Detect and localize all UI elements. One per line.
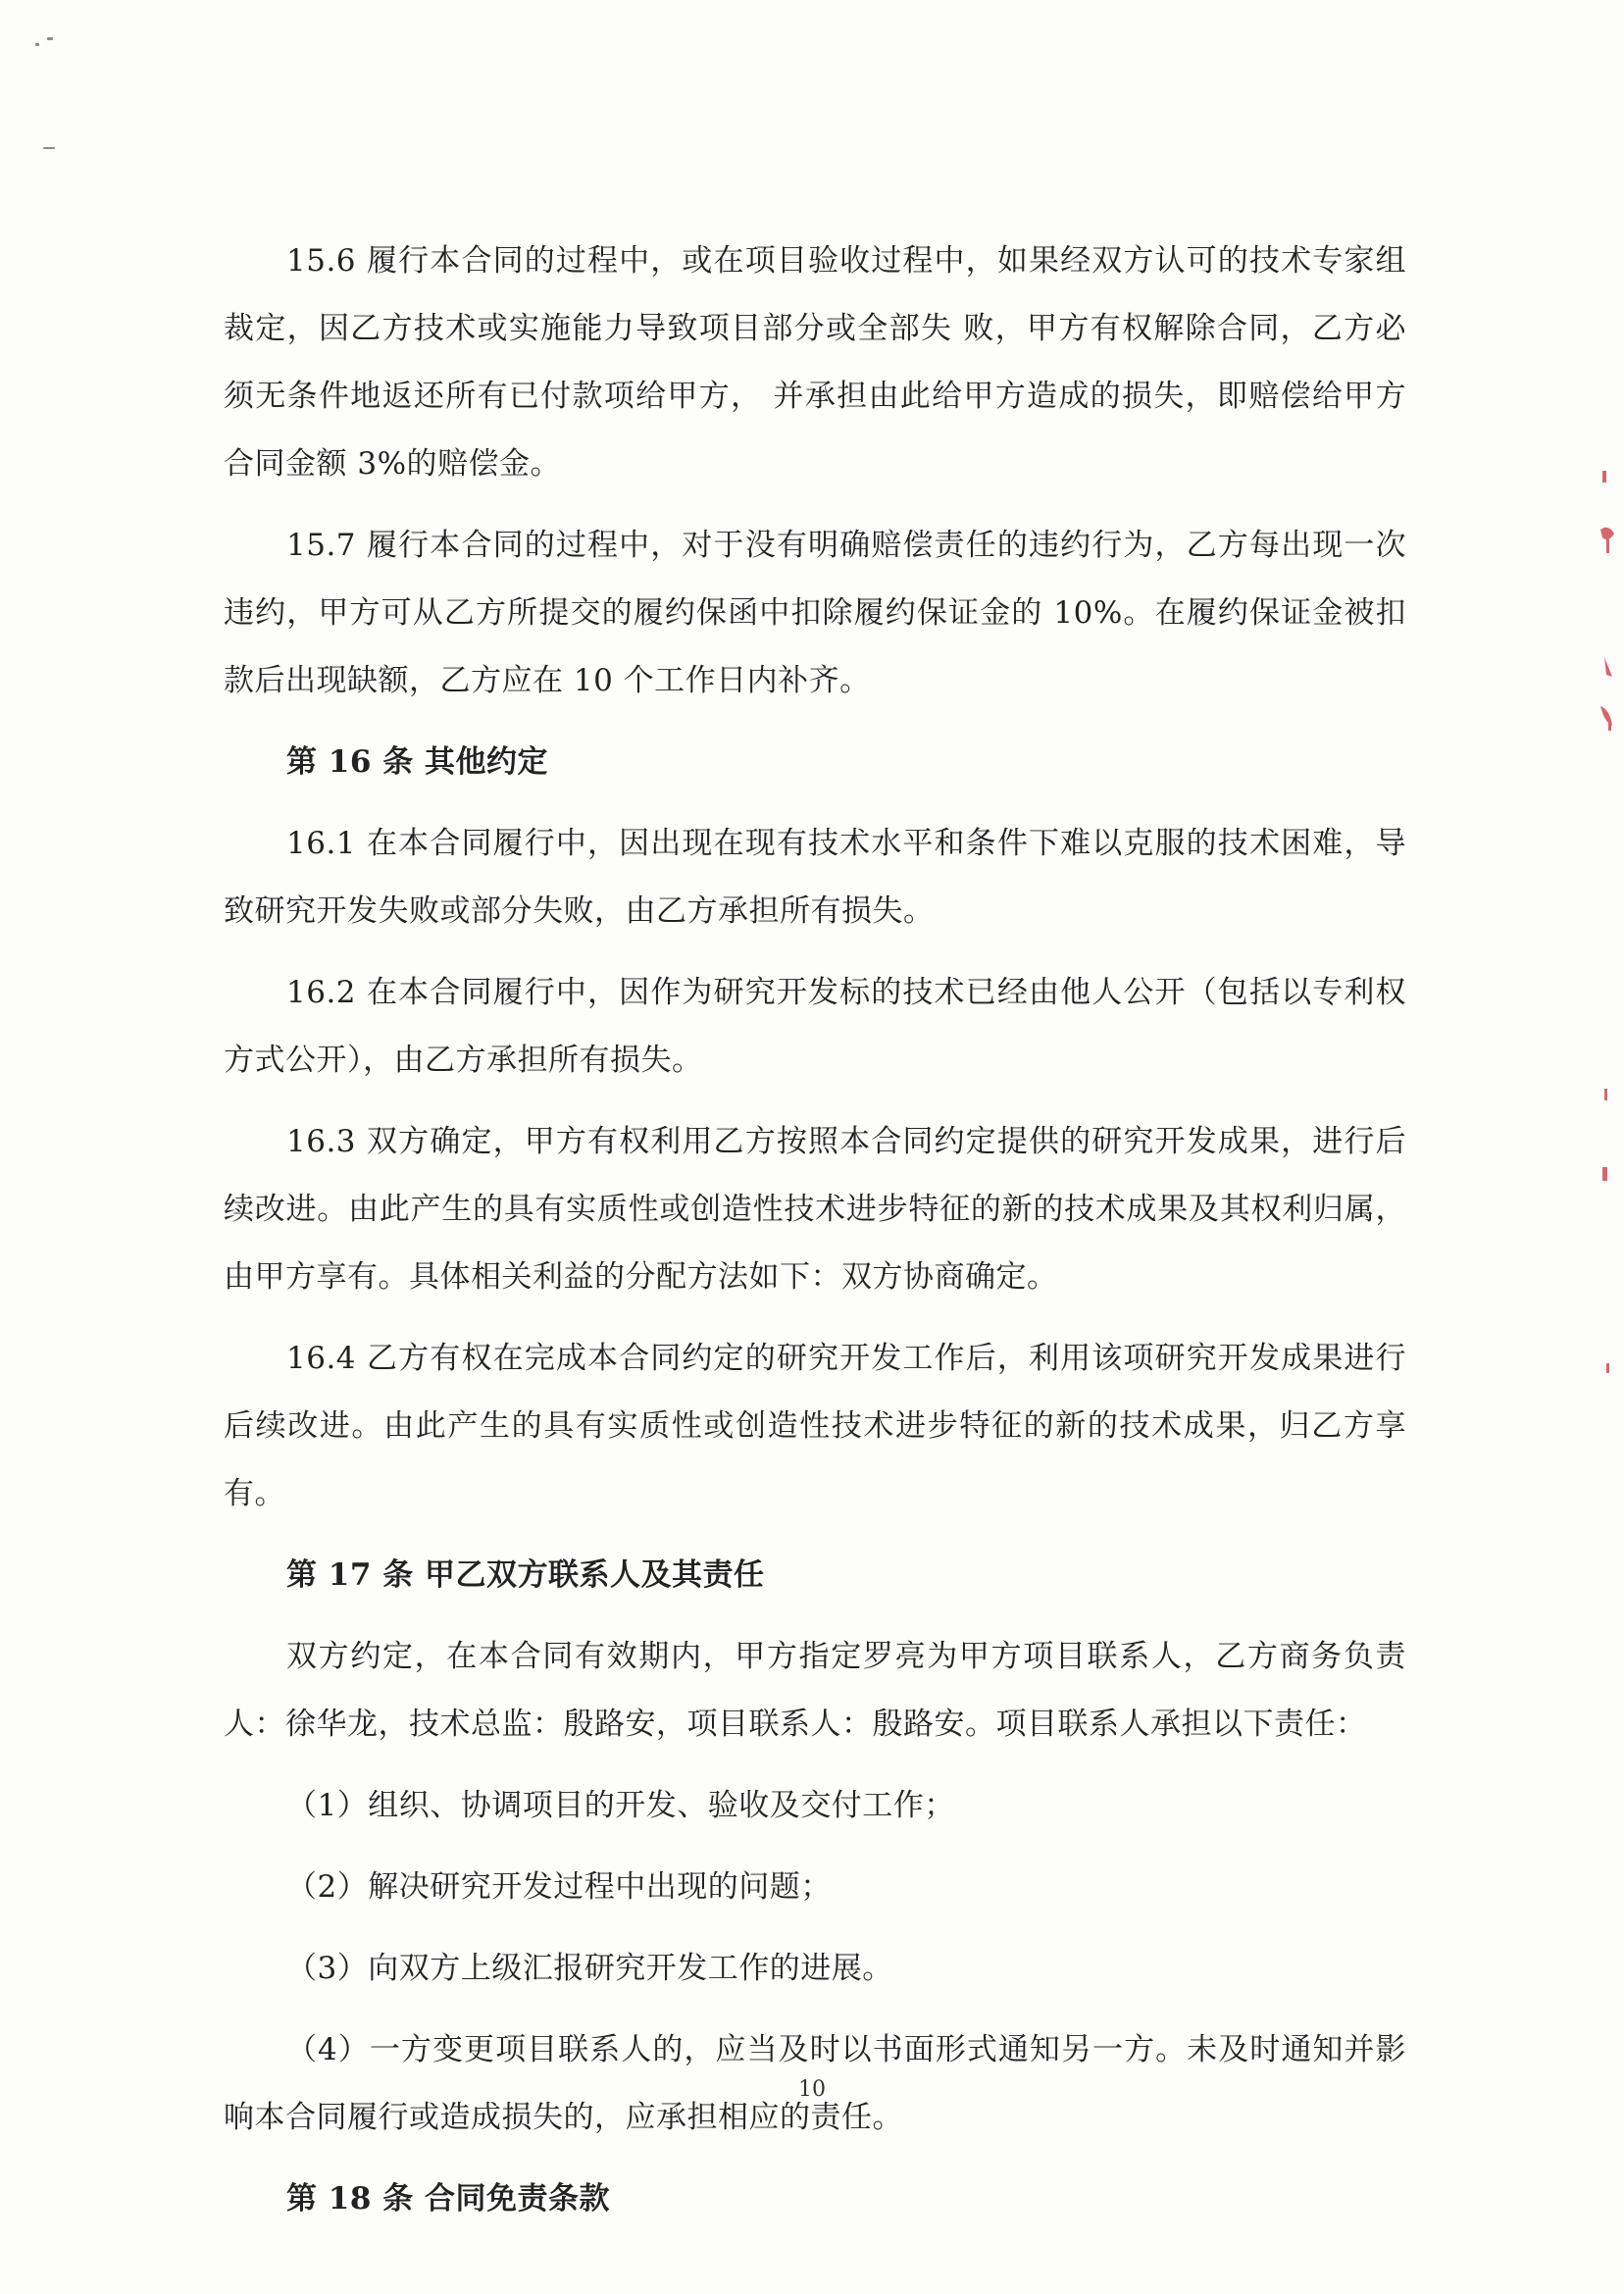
responsibility-item-2: （2）解决研究开发过程中出现的问题； [286,1869,832,1905]
article-17-intro: 双方约定，在本合同有效期内，甲方指定罗亮为甲方项目联系人，乙方商务负责人：徐华龙，技术总监：殷路安，项目联系人：殷路安。项目联系人承担以下责任： [224,1639,1406,1742]
article-16-heading: 第 16 条 其他约定 [286,744,549,780]
responsibility-item-3: （3）向双方上级汇报研究开发工作的进展。 [286,1951,893,1986]
clause-16-2: 16.2 在本合同履行中，因作为研究开发标的技术已经由他人公开（包括以专利权方式公开），由乙方承担所有损失。 [224,975,1406,1078]
article-18-heading: 第 18 条 合同免责条款 [286,2181,611,2217]
clause-16-4: 16.4 乙方有权在完成本合同约定的研究开发工作后，利用该项研究开发成果进行后续改进。由此产生的具有实质性或创造性技术进步特征的新的技术成果，归乙方享有。 [224,1341,1406,1511]
article-17-heading: 第 17 条 甲乙双方联系人及其责任 [286,1557,765,1593]
responsibility-item-1: （1）组织、协调项目的开发、验收及交付工作； [286,1788,955,1823]
scan-artifact [43,147,55,149]
clause-16-3: 16.3 双方确定，甲方有权利用乙方按照本合同约定提供的研究开发成果，进行后续改进。由此产生的具有实质性或创造性技术进步特征的新的技术成果及其权利归属，由甲方享有。具体相关利益的分配方法如下：双方协商确定。 [224,1124,1406,1295]
page-number: 10 [798,2077,826,2102]
clause-16-1: 16.1 在本合同履行中，因出现在现有技术水平和条件下难以克服的技术困难，导致研究开发失败或部分失败，由乙方承担所有损失。 [224,826,1406,929]
seal-fragment-icon [1595,461,1624,1442]
scan-artifact [47,37,53,40]
clause-15-7: 15.7 履行本合同的过程中，对于没有明确赔偿责任的违约行为，乙方每出现一次违约，甲方可从乙方所提交的履约保函中扣除履约保证金的 10%。在履约保证金被扣款后出现缺额，乙方应在 10 个工作日内补齐。 [224,528,1406,698]
responsibility-item-4: （4）一方变更项目联系人的，应当及时以书面形式通知另一方。未及时通知并影响本合同履行或造成损失的，应承担相应的责任。 [224,2032,1406,2135]
clause-15-6: 15.6 履行本合同的过程中，或在项目验收过程中，如果经双方认可的技术专家组裁定，因乙方技术或实施能力导致项目部分或全部失 败，甲方有权解除合同，乙方必须无条件地返还所有已付款项给甲方， 并承担由此给甲方造成的损失，即赔偿给甲方合同金额 3%的赔偿金。 [224,243,1406,482]
document-body [224,228,1406,2247]
scan-artifact [35,43,39,46]
